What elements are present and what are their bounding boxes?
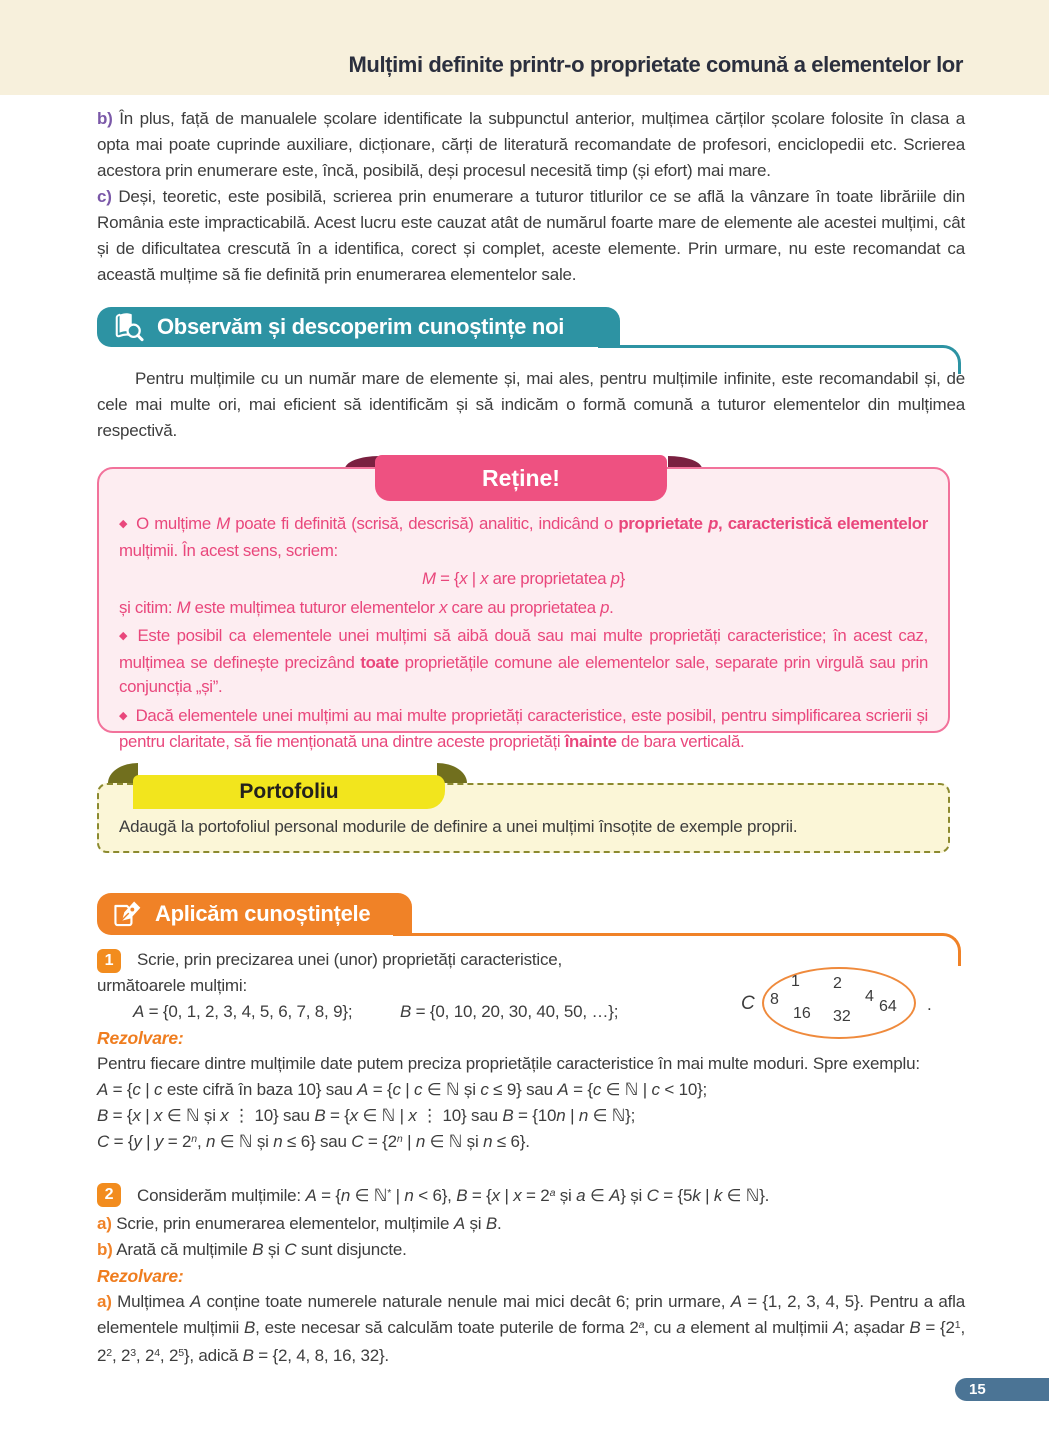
intro-paragraphs	[97, 106, 965, 288]
rezolvare-label: Rezolvare:	[97, 1028, 184, 1048]
set-B: B = {0, 10, 20, 30, 40, 50, …};	[400, 1002, 619, 1021]
observe-banner-label: Observăm și descoperim cunoștințe noi	[157, 314, 565, 339]
rezolvare-label: Rezolvare:	[97, 1266, 184, 1286]
set-C-value: 64	[879, 998, 897, 1015]
page-title: Mulțimi definite printr-o proprietate comună a elementelor lor	[348, 52, 963, 77]
formula-C: C = {y | $y = 2^n$, n ∈ ℕ și n ≤ 6} sau $C = \{2^n$ | n ∈ ℕ și n ≤ 6}.	[97, 1132, 530, 1151]
exercise-2-badge: 2	[97, 1183, 121, 1207]
set-C-label: C	[741, 993, 755, 1014]
observe-paragraph-text: Pentru mulțimile cu un număr mare de elemente și, mai ales, pentru mulțimile infinite, este recomandabil și, de cele mai multe ori, mai eficient să identificăm și să indicăm o formă comună a tuturor elementelor din mulțimea respectivă.	[97, 369, 965, 440]
exercise-2-solution-a	[97, 1289, 965, 1371]
set-A: A = {0, 1, 2, 3, 4, 5, 6, 7, 8, 9};	[133, 1002, 353, 1021]
exercise-1-badge: 1	[97, 949, 121, 973]
paragraph-b-text: În plus, față de manualele școlare identificate la subpunctul anterior, mulțimea cărților școlare folosite în clasa a opta mai poate cuprinde auxiliare, dicționare, cărți de literatură recomandate de profesori, enciclopedii etc. Scrierea acestora prin enumerare este, încă, posibilă, deși procesul necesită timp (și efort) mai mare.	[97, 109, 965, 180]
pen-nib-icon	[111, 899, 143, 929]
observe-paragraph	[97, 366, 965, 444]
exercise-2	[97, 1183, 965, 1371]
solution-a-text: Mulțimea A conține toate numerele naturale nenule mai mici decât 6; prin urmare, A = {1, 2, 3, 4, 5}. Pentru a afla elementele mulțimii B, este necesar să calculăm toate puterile de forma 2$^a$, cu a element al mulțimii A; așadar $B = \{2^1$, $2^2$, $2^3$, $2^4$, $2^5$}, adică B = {2, 4, 8, 16, 32}.	[97, 1292, 965, 1365]
retine-callout	[97, 455, 950, 751]
page-number-badge: 15	[955, 1378, 1049, 1401]
diamond-bullet-icon: ◆	[119, 518, 129, 530]
observe-section-banner	[97, 307, 620, 347]
retine-formula: M = {x | x are proprietatea p}	[422, 569, 625, 588]
aplicam-banner-label: Aplicăm cunoștințele	[155, 901, 371, 926]
retine-bullet-1-text: O mulțime M poate fi definită (scrisă, descrisă) analitic, indicând o proprietate p, caracteristică elementelor mulțimii. În acest sens, scriem:	[119, 514, 928, 560]
formula-B: B = {x | x ∈ ℕ și x ⋮ 10} sau B = {x ∈ ℕ | x ⋮ 10} sau B = {10n | n ∈ ℕ};	[97, 1106, 636, 1125]
retine-content	[119, 512, 928, 759]
aplicam-section-banner	[97, 893, 412, 935]
header-band	[0, 0, 1049, 95]
set-C-value: 32	[833, 1008, 851, 1025]
retine-bullet-3-text: Dacă elementele unei mulțimi au mai multe proprietăți caracteristice, este posibil, pentru simplificarea scrierii și pentru claritate, să fie menționată una dintre aceste proprietăți înainte de bara verticală.	[119, 705, 928, 751]
exercise-1-solution-intro: Pentru fiecare dintre mulțimile date putem preciza proprietățile caracteristice în mai multe moduri. Spre exemplu:	[97, 1054, 920, 1073]
set-C-value: 2	[833, 975, 842, 992]
retine-bullet-2	[119, 624, 928, 700]
retine-bullet-1	[119, 512, 928, 563]
portofoliu-ribbon: Portofoliu	[133, 775, 445, 809]
portofoliu-callout	[97, 763, 950, 855]
question-a-text: Scrie, prin enumerarea elementelor, mulțimile A și B.	[111, 1214, 502, 1233]
paragraph-c-text: Deși, teoretic, este posibilă, scrierea prin enumerare a tuturor titlurilor ce se află la vânzare în toate librăriile din România este impracticabilă. Acest lucru este cauzat atât de numărul foarte mare de elemente ale acestei mulțimi, cât și de dificultatea crescută în a identifica, corect și complet, aceste elemente. Prin urmare, nu este recomandat ca această mulțime să fie definită prin enumerarea elementelor sale.	[97, 187, 965, 284]
paragraph-c	[97, 184, 965, 288]
diamond-bullet-icon: ◆	[119, 709, 128, 722]
question-b-label: b)	[97, 1240, 113, 1259]
set-C-value: 4	[865, 988, 874, 1005]
question-b-text: Arată că mulțimile B și C sunt disjuncte.	[112, 1240, 407, 1259]
diamond-bullet-icon: ◆	[119, 630, 130, 642]
retine-citim: și citim: M este mulțimea tuturor elementelor x care au proprietatea p.	[119, 597, 614, 617]
exercise-2-intro: Considerăm mulțimile: A = {n ∈ ℕ* | n < 6}, B = {x | $x = 2^a$ și a ∈ A} și C = {5k | k ∈ ℕ}.	[137, 1186, 770, 1205]
retine-ribbon: Reține!	[375, 455, 667, 501]
exercise-1-statement: Scrie, prin precizarea unei (unor) proprietăți caracteristice, următoarele mulțimi:	[97, 950, 563, 995]
book-magnifier-icon	[111, 312, 145, 342]
set-C-diagram	[741, 965, 951, 1055]
exercise-2-question-a	[97, 1211, 965, 1237]
portofoliu-text: Adaugă la portofoliul personal modurile de definire a unei mulțimi însoțite de exemple proprii.	[119, 817, 798, 836]
item-c-label: c)	[97, 187, 112, 206]
formula-A: A = {c | c este cifră în baza 10} sau A = {c | c ∈ ℕ și c ≤ 9} sau A = {c ∈ ℕ | c < 10};	[97, 1080, 708, 1099]
sentence-period: .	[927, 995, 932, 1014]
set-C-value: 1	[791, 973, 800, 990]
set-C-value: 8	[770, 991, 779, 1008]
paragraph-b	[97, 106, 965, 184]
question-a-label: a)	[97, 1214, 112, 1233]
solution-a-label: a)	[97, 1292, 112, 1311]
item-b-label: b)	[97, 109, 113, 128]
retine-bullet-2-text: Este posibil ca elementele unei mulțimi să aibă două sau mai multe proprietăți caracteristice; în acest caz, mulțimea se definește precizând toate proprietățile comune ale elementelor sale, separate prin virgulă sau prin conjuncția „și”.	[119, 626, 928, 696]
set-C-value: 16	[793, 1005, 811, 1022]
exercise-2-question-b	[97, 1237, 965, 1263]
retine-bullet-3	[119, 704, 928, 755]
